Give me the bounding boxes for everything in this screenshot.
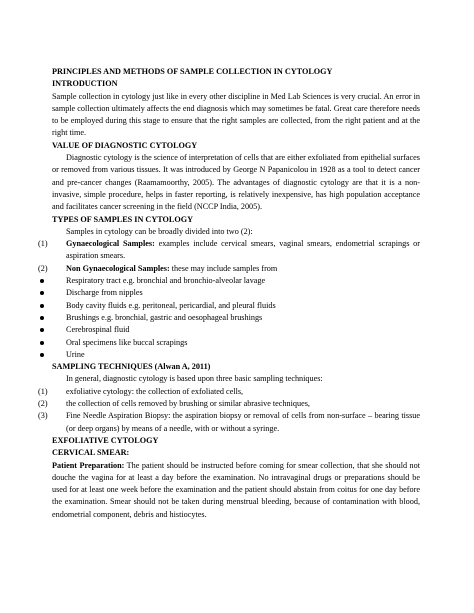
list-item-text: exfoliative cytology: the collection of exfoliated cells,	[66, 386, 244, 396]
intro-heading: INTRODUCTION	[52, 79, 118, 89]
bullet-icon	[40, 291, 44, 295]
bullet-icon	[40, 316, 44, 320]
list-item-text: Fine Needle Aspiration Biopsy: the aspiration biopsy or removal of cells from non-surface – bearing tissue (or deep organs) by means of a needle, with or without a syringe.	[66, 411, 420, 433]
types-heading: TYPES OF SAMPLES IN CYTOLOGY	[52, 214, 194, 224]
types-list	[38, 238, 420, 275]
list-item-text: Body cavity fluids e.g. peritoneal, pericardial, and pleural fluids	[66, 300, 276, 310]
list-item	[52, 349, 420, 361]
list-number: (2)	[38, 399, 48, 409]
list-item-text: examples include cervical smears, vaginal smears, endometrial scrapings or aspiration smears.	[66, 239, 420, 261]
list-item-text: these may include samples from	[169, 263, 278, 273]
list-item-text: the collection of cells removed by brushing or similar abrasive techniques,	[66, 399, 310, 409]
types-intro: Samples in cytology can be broadly divided into two (2):	[66, 226, 253, 236]
cervical-heading: CERVICAL SMEAR:	[52, 448, 130, 458]
value-heading: VALUE OF DIAGNOSTIC CYTOLOGY	[52, 140, 198, 150]
sampling-intro: In general, diagnostic cytology is based upon three basic sampling techniques:	[66, 374, 323, 384]
list-item	[52, 300, 420, 312]
document-page	[38, 66, 420, 521]
prep-text: The patient should be instructed before coming for smear collection, that she should not douche the vagina for at least a day before the examination. No intravaginal drugs or preparations should be used for at least one week before the examination and the patient should abstain from coitus for one day before the examination. Smear should not be taken during menstrual bleeding, because of contamination with blood, endometrial component, debris and histiocytes.	[52, 460, 420, 519]
prep-lead: Patient Preparation:	[52, 460, 125, 470]
non-gyn-list	[52, 275, 420, 361]
document-title: PRINCIPLES AND METHODS OF SAMPLE COLLECTION IN CYTOLOGY	[52, 67, 333, 76]
bullet-icon	[40, 279, 44, 283]
list-item-text: Cerebrospinal fluid	[66, 325, 130, 335]
list-item	[38, 386, 420, 398]
value-paragraph: Diagnostic cytology is the science of interpretation of cells that are either exfoliated from epithelial surfaces or removed from various tissues. It was introduced by George N Papanicolou in 1928 as a tool to detect cancer and pre-cancer changes (Raamamoorthy, 2005). The advantages of diagnostic cytology are that it is a non-invasive, simple procedure, helps in faster reporting, is relatively inexpensive, has high population acceptance and facilitates cancer screening in the field (NCCP India, 2005).	[52, 153, 420, 212]
patient-preparation-paragraph	[52, 460, 420, 521]
list-item	[52, 275, 420, 287]
list-item	[38, 410, 420, 435]
techniques-list	[38, 386, 420, 435]
bullet-icon	[40, 341, 44, 345]
list-item-lead: Gynaecological Samples:	[66, 239, 155, 249]
list-item	[52, 324, 420, 336]
list-item-text: Discharge from nipples	[66, 288, 143, 298]
list-number: (1)	[38, 386, 48, 396]
list-item	[52, 312, 420, 324]
list-item-text: Oral specimens like buccal scrapings	[66, 337, 188, 347]
list-item	[52, 287, 420, 299]
list-item-text: Respiratory tract e.g. bronchial and bronchio-alveolar lavage	[66, 276, 266, 286]
list-number: (1)	[38, 239, 48, 249]
list-number: (3)	[38, 411, 48, 421]
list-number: (2)	[38, 263, 48, 273]
intro-paragraph: Sample collection in cytology just like in every other discipline in Med Lab Sciences is very crucial. An error in sample collection ultimately affects the end diagnosis which may sometimes be fatal. Great care therefore needs to be employed during this stage to ensure that the right samples are collected, from the right patient and at the right time.	[52, 91, 420, 138]
bullet-icon	[40, 353, 44, 357]
list-item	[38, 263, 420, 275]
list-item-text: Urine	[66, 349, 85, 359]
exfoliative-heading: EXFOLIATIVE CYTOLOGY	[52, 435, 159, 445]
list-item	[38, 238, 420, 263]
sampling-heading: SAMPLING TECHNIQUES (Alwan A, 2011)	[52, 362, 211, 372]
bullet-icon	[40, 328, 44, 332]
list-item-text: Brushings e.g. bronchial, gastric and oesophageal brushings	[66, 312, 263, 322]
list-item-lead: Non Gynaecological Samples:	[66, 263, 170, 273]
bullet-icon	[40, 304, 44, 308]
list-item	[38, 398, 420, 410]
list-item	[52, 337, 420, 349]
